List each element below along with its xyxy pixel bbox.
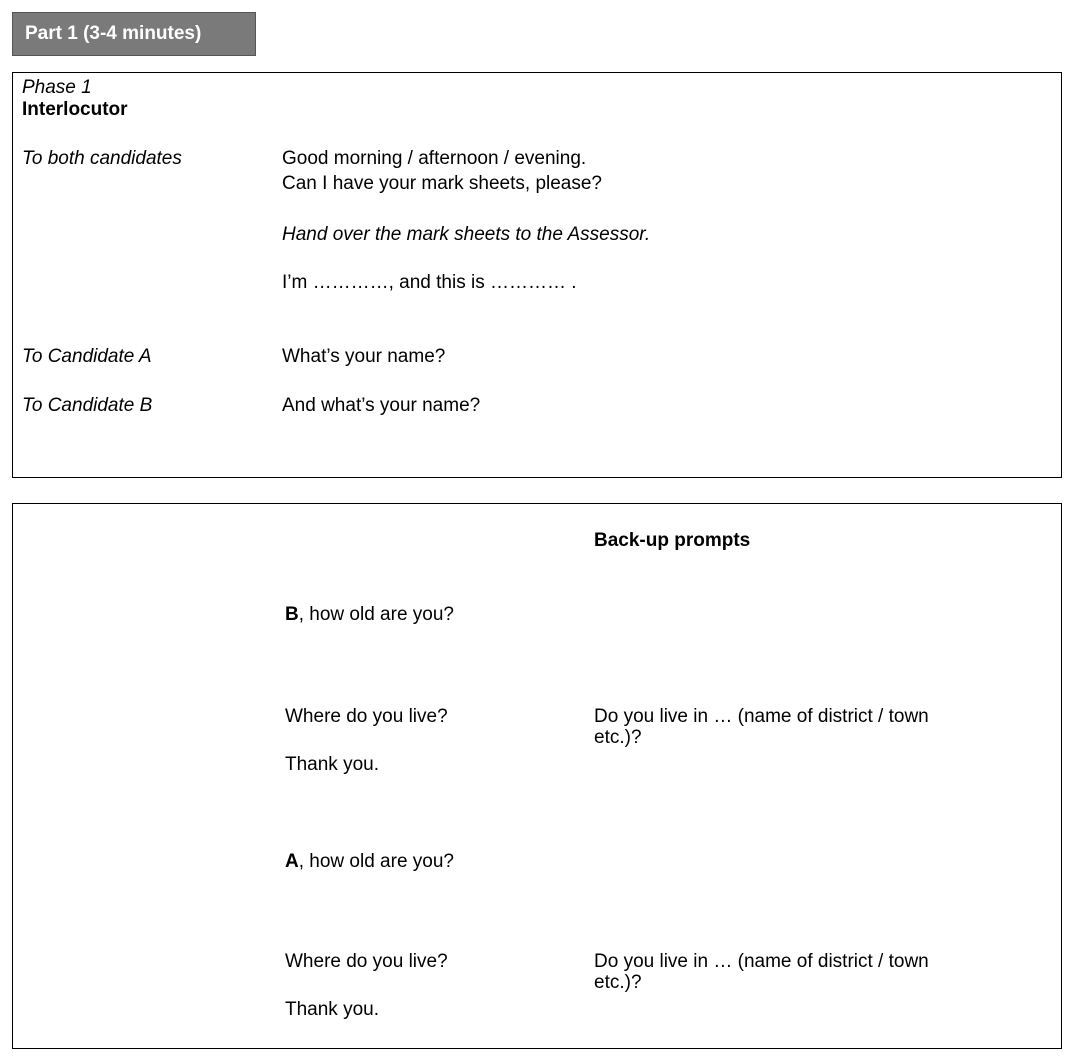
candidate-b-label: To Candidate B	[22, 395, 153, 416]
a-age-text: , how old are you?	[298, 851, 454, 872]
b-backup-line1: Do you live in … (name of district / town	[594, 706, 929, 727]
b-age-question	[285, 604, 454, 626]
a-where-question: Where do you live?	[285, 951, 448, 972]
instruction-line: Hand over the mark sheets to the Assessor.	[282, 224, 651, 245]
candidate-b-letter: B	[285, 604, 299, 625]
a-backup-line2: etc.)?	[594, 972, 642, 993]
both-candidates-label: To both candidates	[22, 148, 182, 169]
a-backup-line1: Do you live in … (name of district / town	[594, 951, 929, 972]
greeting-line: Good morning / afternoon / evening.	[282, 148, 587, 169]
backup-prompts-header: Back-up prompts	[594, 530, 751, 551]
intro-line: I’m …………, and this is ………… .	[282, 272, 577, 293]
candidate-a-label: To Candidate A	[22, 346, 152, 367]
part-header: Part 1 (3-4 minutes)	[12, 12, 256, 56]
b-backup-line2: etc.)?	[594, 727, 642, 748]
a-thank-you: Thank you.	[285, 999, 379, 1020]
candidate-b-question: And what’s your name?	[282, 395, 481, 416]
role-label: Interlocutor	[22, 99, 128, 120]
candidate-a-question: What’s your name?	[282, 346, 446, 367]
candidate-a-letter: A	[285, 851, 299, 872]
b-thank-you: Thank you.	[285, 754, 379, 775]
phase-label: Phase 1	[22, 77, 92, 98]
b-age-text: , how old are you?	[298, 604, 454, 625]
a-age-question	[285, 851, 454, 873]
mark-sheets-line: Can I have your mark sheets, please?	[282, 173, 603, 194]
b-where-question: Where do you live?	[285, 706, 448, 727]
